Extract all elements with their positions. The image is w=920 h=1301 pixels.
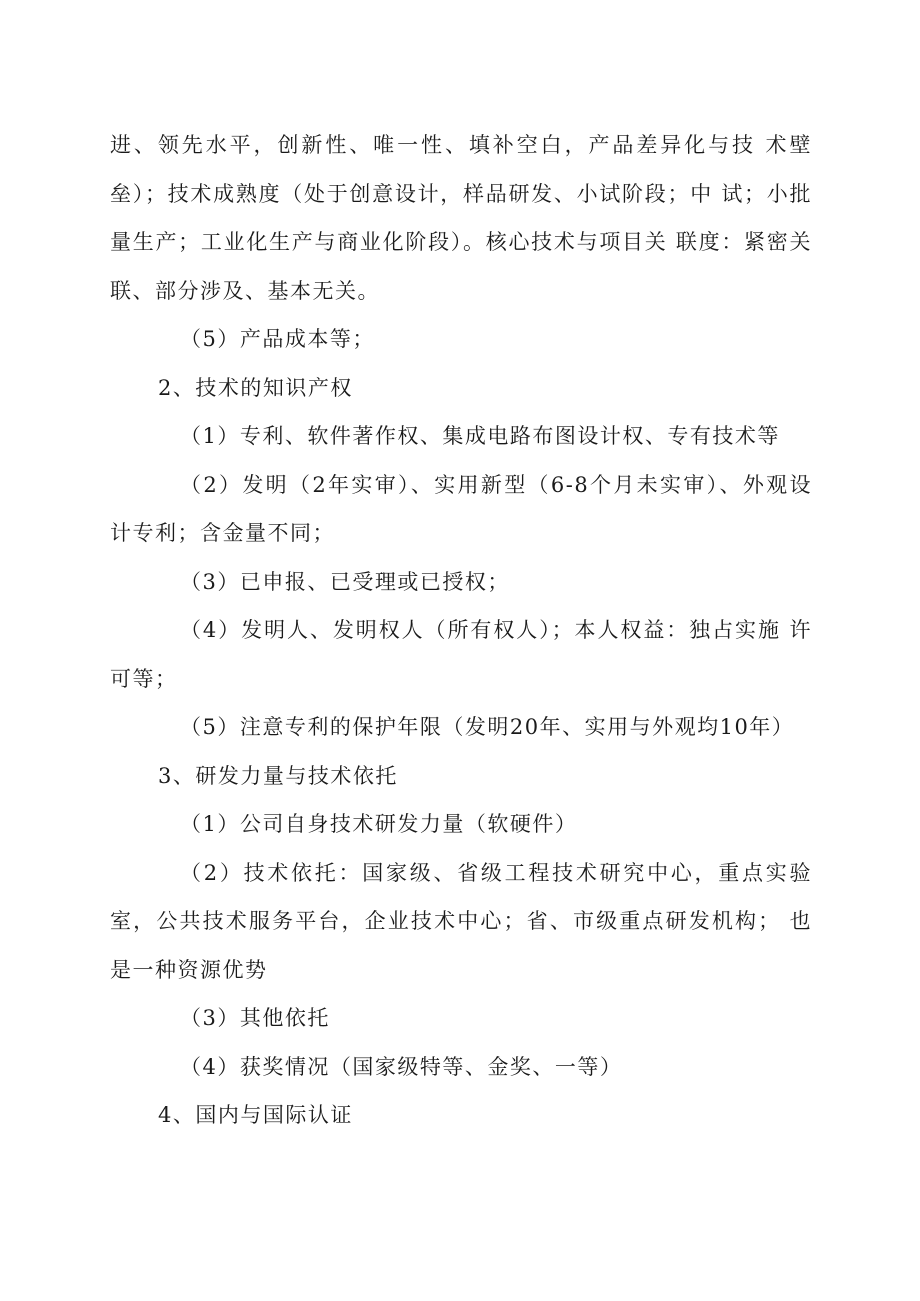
paragraph-inventor-rights: （4）发明人、发明权人（所有权人）；本人权益：独占实施 许可等； xyxy=(110,618,812,691)
paragraph-own-rd: （1）公司自身技术研发力量（软硬件） xyxy=(180,812,578,836)
paragraph-product-cost: （5）产品成本等； xyxy=(180,327,375,351)
paragraph-patent-term: （5）注意专利的保护年限（发明20年、实用与外观均10年） xyxy=(180,715,795,739)
paragraph-patent-categories: （2）发明（2年实审）、实用新型（6-8个月未实审）、外观设计专利；含金量不同； xyxy=(110,472,812,545)
paragraph-tech-support: （2）技术依托：国家级、省级工程技术研究中心，重点实验 室，公共技术服务平台，企业技术中心；省、市级重点研发机构； 也是一种资源优势 xyxy=(110,860,812,982)
paragraph-ip-types: （1）专利、软件著作权、集成电路布图设计权、专有技术等 xyxy=(180,424,780,448)
paragraph-tech-advancement-continued: 进、领先水平，创新性、唯一性、填补空白，产品差异化与技 术壁垒）；技术成熟度（处于创意设计，样品研发、小试阶段；中 试；小批量生产；工业化生产与商业化阶段）。核心技术与项目关 联度：紧密关联、部分涉及、基本无关。 xyxy=(110,133,812,303)
heading-intellectual-property: 2、技术的知识产权 xyxy=(158,375,353,400)
paragraph-awards: （4）获奖情况（国家级特等、金奖、一等） xyxy=(180,1054,623,1079)
paragraph-other-support: （3）其他依托 xyxy=(180,1006,330,1030)
document-body xyxy=(110,121,812,1140)
paragraph-patent-status: （3）已申报、已受理或已授权； xyxy=(180,569,510,594)
heading-certification: 4、国内与国际认证 xyxy=(158,1103,353,1127)
heading-rd-strength: 3、研发力量与技术依托 xyxy=(158,763,398,788)
